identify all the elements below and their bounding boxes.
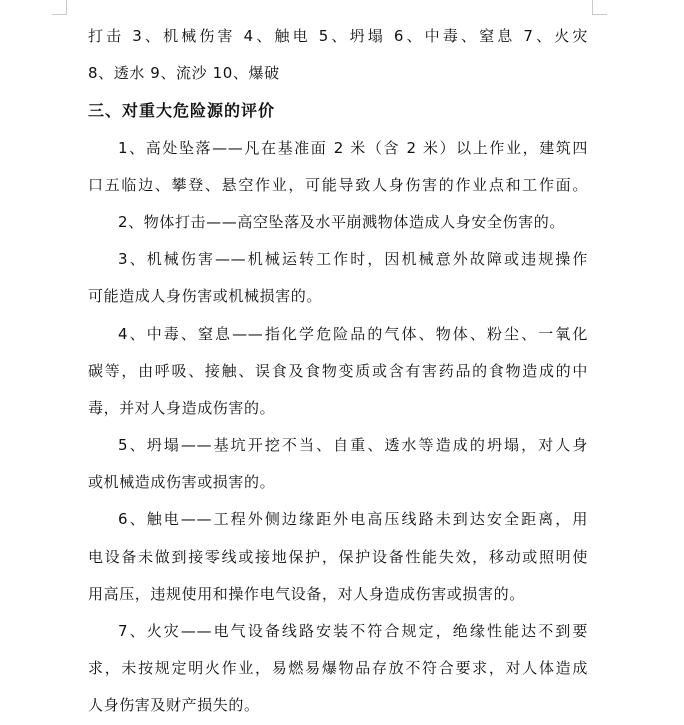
text-line: 可能造成人身伤害或机械损害的。 [88, 287, 323, 306]
text-line: 口五临边、攀登、悬空作业，可能导致人身伤害的作业点和工作面。 [88, 175, 588, 194]
text-line: 4、中毒、窒息——指化学危险品的气体、物体、粉尘、一氧化 [118, 324, 588, 343]
text-line: 或机械造成伤害或损害的。 [88, 473, 276, 492]
text-line: 2、物体打击——高空坠落及水平崩溅物体造成人身安全伤害的。 [118, 212, 565, 231]
text-line: 求，未按规定明火作业，易燃易爆物品存放不符合要求，对人体造成 [88, 659, 588, 678]
page-corner-mark-right [592, 0, 607, 15]
text-line: 毒，并对人身造成伤害的。 [88, 398, 276, 417]
text-line: 6、触电——工程外侧边缘距外电高压线路未到达安全距离，用 [118, 510, 588, 529]
text-line: 用高压，违规使用和操作电气设备，对人身造成伤害或损害的。 [88, 584, 525, 603]
text-line: 5、坍塌——基坑开挖不当、自重、透水等造成的坍塌，对人身 [118, 436, 588, 455]
text-line: 1、高处坠落——凡在基准面 2 米（含 2 米）以上作业，建筑四 [118, 138, 588, 157]
text-line: 打击 3、机械伤害 4、触电 5、坍塌 6、中毒、窒息 7、火灾 [88, 27, 588, 45]
page-corner-mark-left [52, 0, 67, 15]
text-line: 电设备未做到接零线或接地保护，保护设备性能失效，移动或照明使 [88, 547, 588, 566]
section-heading: 三、对重大危险源的评价 [88, 101, 276, 121]
text-line: 3、机械伤害——机械运转工作时，因机械意外故障或违规操作 [118, 250, 588, 269]
text-line: 人身伤害及财产损失的。 [88, 696, 260, 715]
text-line: 7、火灾——电气设备线路安装不符合规定，绝缘性能达不到要 [118, 622, 588, 640]
document-body [88, 18, 588, 725]
text-line: 8、透水 9、流沙 10、爆破 [88, 64, 280, 83]
text-line: 碳等，由呼吸、接触、误食及食物变质或含有害药品的食物造成的中 [88, 361, 588, 380]
